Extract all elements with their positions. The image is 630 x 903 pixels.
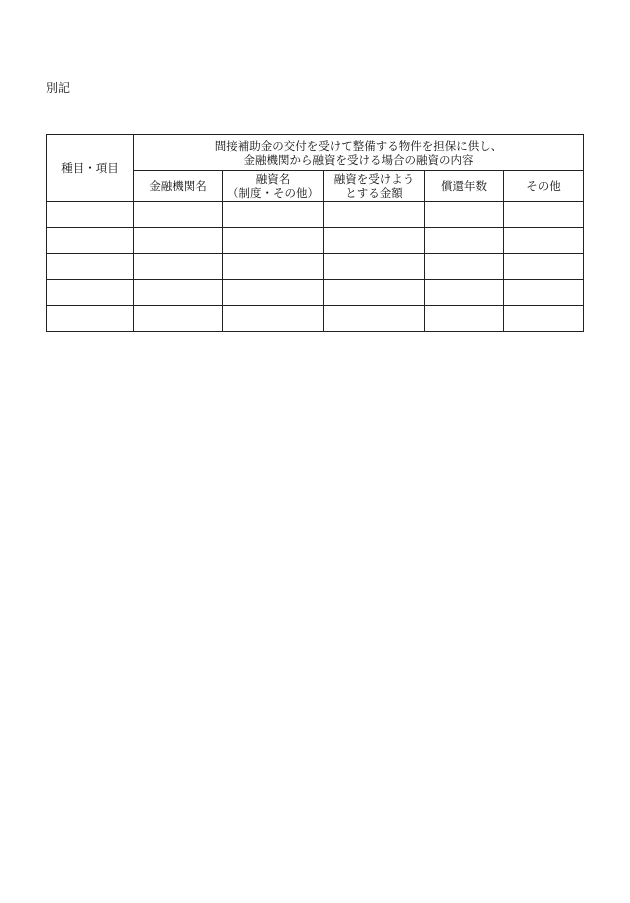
table-cell[interactable] bbox=[324, 254, 425, 280]
table-cell[interactable] bbox=[223, 202, 324, 228]
table-cell[interactable] bbox=[47, 254, 134, 280]
column-header-repayment-years bbox=[425, 171, 504, 202]
financing-group-header-line-1: 間接補助金の交付を受けて整備する物件を担保に供し、 bbox=[214, 138, 503, 153]
table-cell[interactable] bbox=[324, 306, 425, 332]
category-header: 種目・項目 bbox=[47, 135, 134, 202]
column-header-loan-name-sub: （制度・その他） bbox=[227, 186, 319, 200]
table-cell[interactable] bbox=[134, 228, 223, 254]
header-row-group bbox=[47, 135, 584, 171]
table-cell[interactable] bbox=[134, 306, 223, 332]
table-cell[interactable] bbox=[504, 280, 584, 306]
table-cell[interactable] bbox=[47, 306, 134, 332]
table-cell[interactable] bbox=[425, 228, 504, 254]
table-cell[interactable] bbox=[425, 202, 504, 228]
table-cell[interactable] bbox=[47, 228, 134, 254]
table-cell[interactable] bbox=[223, 306, 324, 332]
column-header-institution bbox=[134, 171, 223, 202]
table-cell[interactable] bbox=[504, 306, 584, 332]
table-cell[interactable] bbox=[223, 254, 324, 280]
table-row bbox=[47, 280, 584, 306]
table-cell[interactable] bbox=[134, 280, 223, 306]
attachment-label: 別記 bbox=[46, 81, 71, 95]
table-cell[interactable] bbox=[324, 228, 425, 254]
financing-group-header-line-2: 金融機関から融資を受ける場合の融資の内容 bbox=[243, 152, 474, 167]
column-header-other-label: その他 bbox=[526, 179, 561, 193]
table-cell[interactable] bbox=[223, 280, 324, 306]
table-cell[interactable] bbox=[47, 280, 134, 306]
table-cell[interactable] bbox=[324, 280, 425, 306]
column-header-institution-label: 金融機関名 bbox=[149, 179, 207, 193]
table-row bbox=[47, 306, 584, 332]
table-cell[interactable] bbox=[425, 254, 504, 280]
column-header-other bbox=[504, 171, 584, 202]
table-cell[interactable] bbox=[425, 306, 504, 332]
table-row bbox=[47, 254, 584, 280]
table-cell[interactable] bbox=[504, 202, 584, 228]
table-cell[interactable] bbox=[504, 254, 584, 280]
table-cell[interactable] bbox=[134, 254, 223, 280]
table-cell[interactable] bbox=[504, 228, 584, 254]
table-cell[interactable] bbox=[425, 280, 504, 306]
column-header-amount-label: 融資を受けよう bbox=[333, 172, 415, 186]
table-row bbox=[47, 202, 584, 228]
financing-table bbox=[46, 134, 584, 332]
column-header-loan-name-label: 融資名 bbox=[255, 172, 291, 186]
table-cell[interactable] bbox=[324, 202, 425, 228]
column-header-repayment-years-label: 償還年数 bbox=[441, 179, 487, 193]
table-row bbox=[47, 228, 584, 254]
financing-group-header bbox=[134, 135, 584, 171]
column-header-loan-name bbox=[223, 171, 324, 202]
table-cell[interactable] bbox=[223, 228, 324, 254]
table-cell[interactable] bbox=[47, 202, 134, 228]
column-header-amount-sub: とする金額 bbox=[345, 186, 403, 200]
table-cell[interactable] bbox=[134, 202, 223, 228]
column-header-amount bbox=[324, 171, 425, 202]
